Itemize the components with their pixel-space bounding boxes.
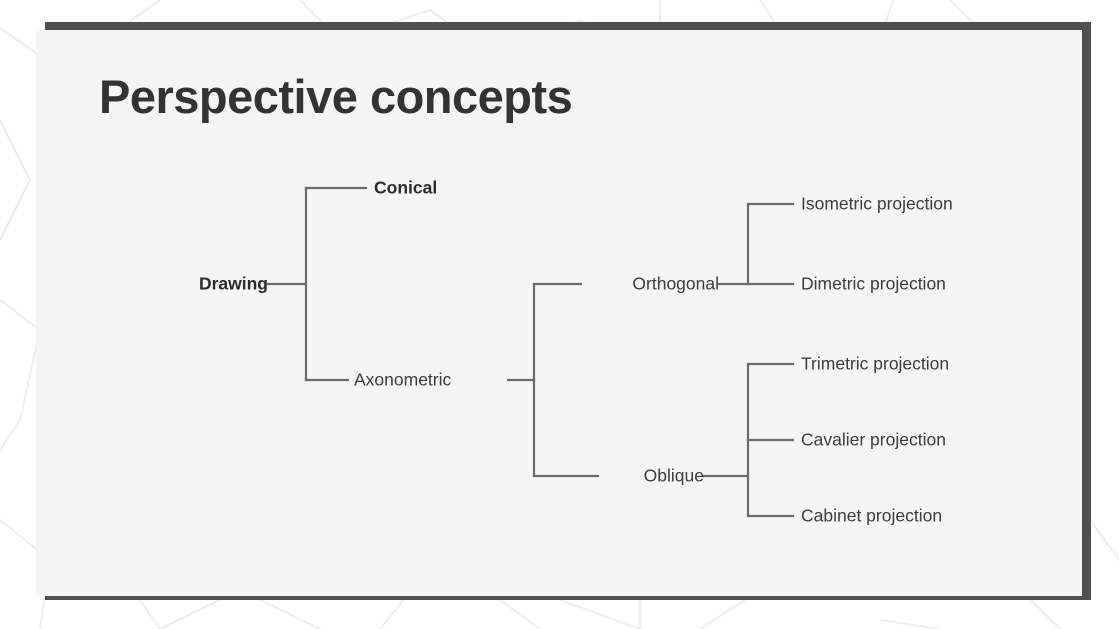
node-axonometric: Axonometric: [354, 369, 452, 390]
node-conical: Conical: [374, 177, 438, 198]
node-drawing: Drawing: [198, 273, 268, 294]
node-oblique: Oblique: [643, 465, 704, 486]
node-dimetric-projection: Dimetric projection: [801, 273, 946, 294]
node-trimetric-projection: Trimetric projection: [801, 353, 950, 374]
node-cabinet-projection: Cabinet projection: [801, 505, 943, 526]
node-orthogonal: Orthogonal: [632, 273, 719, 294]
node-isometric-projection: Isometric projection: [801, 193, 953, 214]
slide-canvas: [36, 30, 1082, 596]
page-title: Perspective concepts: [99, 70, 573, 123]
node-cavalier-projection: Cavalier projection: [801, 429, 946, 450]
